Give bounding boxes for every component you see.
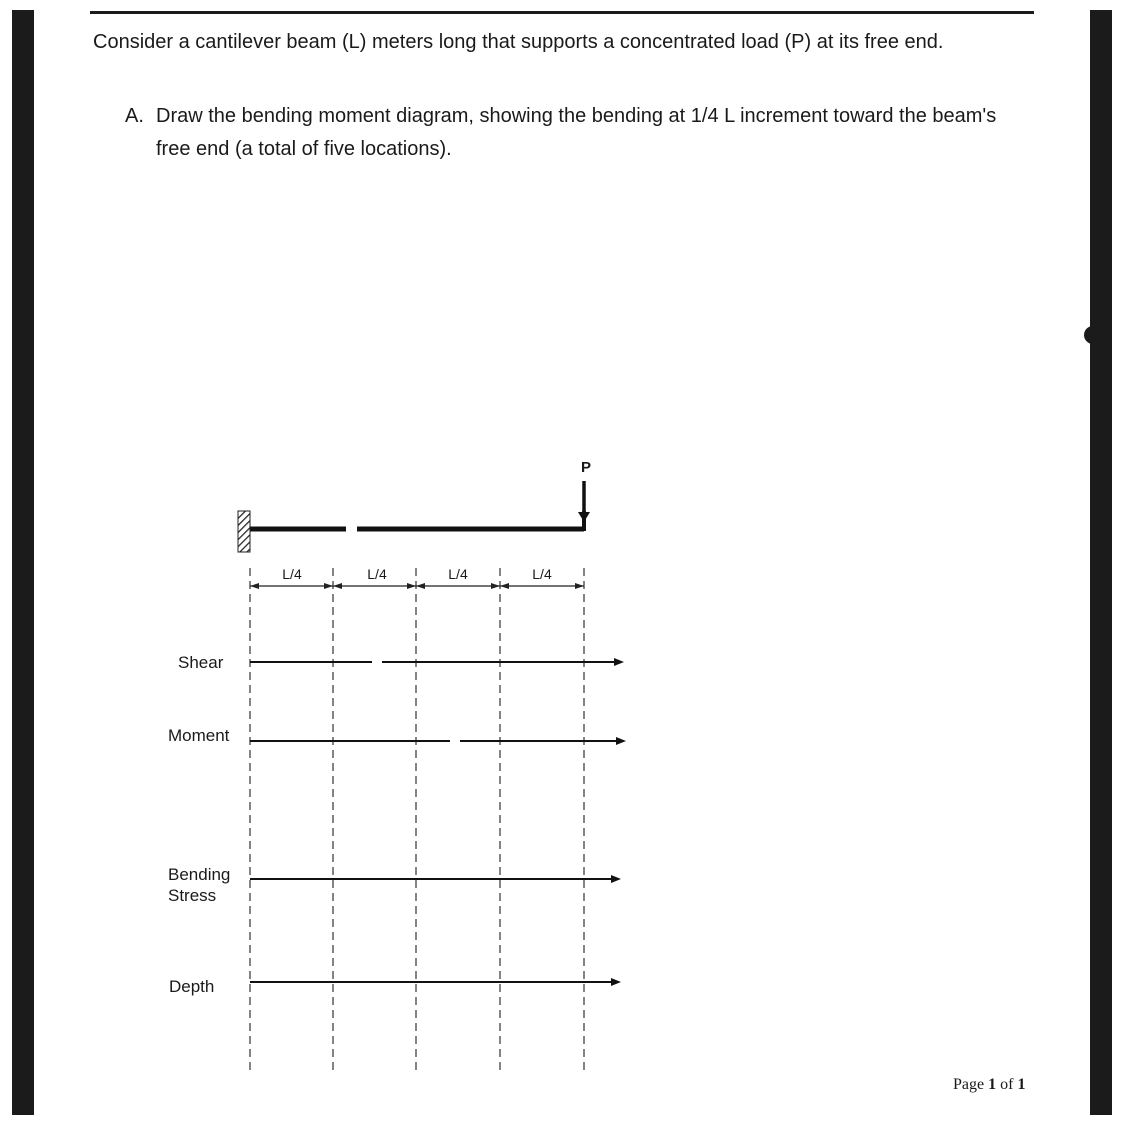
bending-stress-axis: [250, 875, 621, 883]
segment-label: L/4: [448, 566, 468, 582]
segment-label: L/4: [532, 566, 552, 582]
moment-axis: [250, 737, 626, 745]
axis-label-stress: Stress: [168, 886, 217, 905]
problem-statement: Consider a cantilever beam (L) meters long that supports a concentrated load (P) at its free end.: [93, 31, 944, 53]
depth-axis: [250, 978, 621, 986]
total-pages-number: 1: [1017, 1076, 1026, 1093]
beam-diagram: [150, 450, 640, 1075]
diagram-axes: [250, 658, 626, 986]
left-dark-border: [12, 10, 34, 1115]
question-a: [125, 100, 1045, 166]
scroll-handle[interactable]: [1084, 326, 1102, 344]
axis-label-shear: Shear: [178, 653, 224, 672]
page-word: Page: [953, 1076, 985, 1093]
question-text: Draw the bending moment diagram, showing the bending at 1/4 L increment toward the beam's free end (a total of five locations).: [156, 105, 997, 160]
right-dark-border: [1090, 10, 1112, 1115]
axis-label-depth: Depth: [169, 977, 215, 996]
shear-axis: [250, 658, 624, 666]
axis-label-moment: Moment: [168, 726, 230, 745]
load-label: P: [580, 459, 592, 476]
page-indicator: [953, 1076, 1025, 1094]
cantilever-beam: [250, 511, 584, 531]
station-lines: [250, 568, 584, 1070]
of-word: of: [1000, 1076, 1014, 1093]
dimension-arrows: [250, 583, 584, 589]
top-rule: [90, 11, 1034, 14]
segment-label: L/4: [367, 566, 387, 582]
fixed-wall-support: [238, 511, 250, 552]
current-page-number: 1: [988, 1076, 997, 1093]
segment-label: L/4: [282, 566, 302, 582]
question-label: A.: [125, 105, 144, 127]
axis-label-bending: Bending: [168, 865, 231, 884]
load-arrow: [578, 481, 590, 522]
